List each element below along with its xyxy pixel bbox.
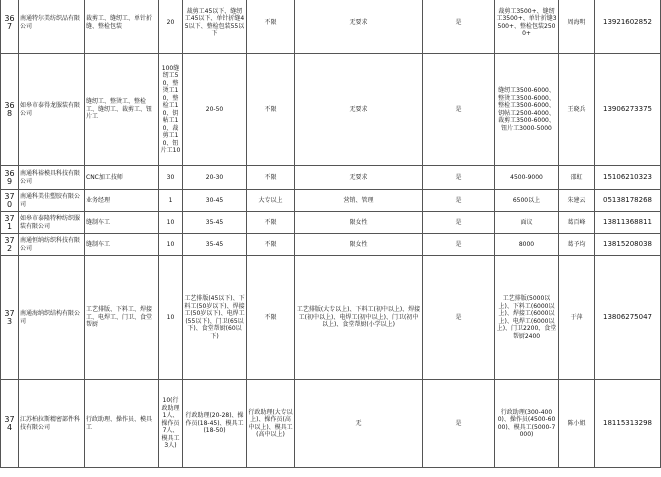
insurance-cell[interactable]: 是 [423, 256, 495, 380]
contact-cell[interactable]: 于萍 [559, 256, 595, 380]
job-title-cell[interactable]: 行政助理、操作员、模具工 [85, 380, 159, 468]
job-title-cell[interactable]: 工艺排版、下料工、焊接工、电焊工、门卫、食堂帮厨 [85, 256, 159, 380]
salary-cell[interactable]: 缝纫工3500-6000、整烫工3500-6000、整检工3500-6000、钥帖工2500-4000、裁剪工3500-6000、钮片工3000-5000 [495, 54, 559, 166]
education-cell[interactable]: 不限 [247, 0, 295, 54]
phone-cell[interactable]: 13906273375 [595, 54, 661, 166]
company-cell[interactable]: 南通特尔美纺织品有限公司 [19, 0, 85, 54]
job-title-cell[interactable]: 缝纫工、整烫工、整检工、缝纫工、裁剪工、钮片工 [85, 54, 159, 166]
table-row [1, 256, 661, 380]
insurance-cell[interactable]: 是 [423, 212, 495, 234]
table-row [1, 212, 661, 234]
table-row [1, 190, 661, 212]
headcount-cell[interactable]: 20 [159, 0, 183, 54]
salary-cell[interactable]: 6500以上 [495, 190, 559, 212]
row-number[interactable]: 374 [1, 380, 19, 468]
job-title-cell[interactable]: 业务经理 [85, 190, 159, 212]
contact-cell[interactable]: 葛予均 [559, 234, 595, 256]
phone-cell[interactable]: 05138178268 [595, 190, 661, 212]
row-number[interactable]: 370 [1, 190, 19, 212]
table-row [1, 380, 661, 468]
contact-cell[interactable]: 陈小姐 [559, 380, 595, 468]
contact-cell[interactable]: 朱建云 [559, 190, 595, 212]
requirement-cell[interactable]: 限女性 [295, 212, 423, 234]
phone-cell[interactable]: 13921602852 [595, 0, 661, 54]
salary-cell[interactable]: 面议 [495, 212, 559, 234]
age-cell[interactable]: 行政助理(20-28)、操作员(18-45)、模具工(18-50) [183, 380, 247, 468]
company-cell[interactable]: 南通海纳织结构有限公司 [19, 256, 85, 380]
headcount-cell[interactable]: 10 [159, 234, 183, 256]
job-title-cell[interactable]: 缝制车工 [85, 234, 159, 256]
phone-cell[interactable]: 13806275047 [595, 256, 661, 380]
headcount-cell[interactable]: 10 [159, 212, 183, 234]
requirement-cell[interactable]: 无 [295, 380, 423, 468]
company-cell[interactable]: 南通科裕模具科技有限公司 [19, 166, 85, 190]
headcount-cell[interactable]: 10 [159, 256, 183, 380]
requirement-cell[interactable]: 无要求 [295, 54, 423, 166]
age-cell[interactable]: 20-50 [183, 54, 247, 166]
table-row [1, 234, 661, 256]
salary-cell[interactable]: 工艺排版(5000以上)、下料工(6000以上)、焊接工(6000以上)、电焊工(6000以上)、门卫2200、食堂帮厨2400 [495, 256, 559, 380]
requirement-cell[interactable]: 工艺排版(大专以上)、下料工(初中以上)、焊接工(初中以上)、电焊工(初中以上)、门卫(初中以上)、食堂帮厨(小学以上) [295, 256, 423, 380]
education-cell[interactable]: 不限 [247, 256, 295, 380]
contact-cell[interactable]: 王晓兵 [559, 54, 595, 166]
education-cell[interactable]: 行政助理(大专以上)、操作员(高中以上)、模具工(高中以上) [247, 380, 295, 468]
insurance-cell[interactable]: 是 [423, 0, 495, 54]
contact-cell[interactable]: 邵虹 [559, 166, 595, 190]
table-row [1, 54, 661, 166]
education-cell[interactable]: 大专以上 [247, 190, 295, 212]
age-cell[interactable]: 30-45 [183, 190, 247, 212]
job-title-cell[interactable]: 裁剪工、缝纫工、单针折缝、整检包装 [85, 0, 159, 54]
headcount-cell[interactable]: 100缝纫工50、整烫工10、整检工10、钥帖工10、裁剪工10、钮片工10 [159, 54, 183, 166]
salary-cell[interactable]: 裁剪工3500+、缝纫工3500+、单针折缝3500+、整检包装2500+ [495, 0, 559, 54]
age-cell[interactable]: 20-30 [183, 166, 247, 190]
headcount-cell[interactable]: 30 [159, 166, 183, 190]
contact-cell[interactable]: 周海明 [559, 0, 595, 54]
requirement-cell[interactable]: 限女性 [295, 234, 423, 256]
company-cell[interactable]: 如皋市泰得龙服装有限公司 [19, 54, 85, 166]
company-cell[interactable]: 南通科美佳塑胶有限公司 [19, 190, 85, 212]
row-number[interactable]: 368 [1, 54, 19, 166]
age-cell[interactable]: 35-45 [183, 212, 247, 234]
age-cell[interactable]: 工艺排版(45以下)、下料工(50岁以下)、焊接工(50岁以下)、电焊工(55以下)、门卫(65以下)、食堂帮厨(60以下) [183, 256, 247, 380]
insurance-cell[interactable]: 是 [423, 190, 495, 212]
row-number[interactable]: 373 [1, 256, 19, 380]
salary-cell[interactable]: 8000 [495, 234, 559, 256]
insurance-cell[interactable]: 是 [423, 234, 495, 256]
table-row [1, 0, 661, 54]
company-cell[interactable]: 江苏柏拉斯精密部件科技有限公司 [19, 380, 85, 468]
requirement-cell[interactable]: 无要求 [295, 166, 423, 190]
job-title-cell[interactable]: 缝制车工 [85, 212, 159, 234]
salary-cell[interactable]: 4500-9000 [495, 166, 559, 190]
salary-cell[interactable]: 行政助理(300-4000)、操作员(4500-6000)、模具工(5000-7000) [495, 380, 559, 468]
phone-cell[interactable]: 18115313298 [595, 380, 661, 468]
headcount-cell[interactable]: 10(行政助理1人、操作员7人、模具工3人) [159, 380, 183, 468]
table-row [1, 166, 661, 190]
row-number[interactable]: 372 [1, 234, 19, 256]
contact-cell[interactable]: 葛百峰 [559, 212, 595, 234]
requirement-cell[interactable]: 无要求 [295, 0, 423, 54]
insurance-cell[interactable]: 是 [423, 166, 495, 190]
row-number[interactable]: 369 [1, 166, 19, 190]
education-cell[interactable]: 不限 [247, 166, 295, 190]
row-number[interactable]: 371 [1, 212, 19, 234]
company-cell[interactable]: 南通恒纳纺织科技有限公司 [19, 234, 85, 256]
age-cell[interactable]: 35-45 [183, 234, 247, 256]
insurance-cell[interactable]: 是 [423, 54, 495, 166]
education-cell[interactable]: 不限 [247, 212, 295, 234]
headcount-cell[interactable]: 1 [159, 190, 183, 212]
job-title-cell[interactable]: CNC加工技师 [85, 166, 159, 190]
age-cell[interactable]: 裁剪工45以下、缝纫工45以下、单针折缝45以下、整检包装55以下 [183, 0, 247, 54]
phone-cell[interactable]: 13811368811 [595, 212, 661, 234]
row-number[interactable]: 367 [1, 0, 19, 54]
education-cell[interactable]: 不限 [247, 234, 295, 256]
requirement-cell[interactable]: 营销、管理 [295, 190, 423, 212]
education-cell[interactable]: 不限 [247, 54, 295, 166]
phone-cell[interactable]: 13815208038 [595, 234, 661, 256]
phone-cell[interactable]: 15106210323 [595, 166, 661, 190]
insurance-cell[interactable]: 是 [423, 380, 495, 468]
company-cell[interactable]: 如皋市泰隆特种纺织服装有限公司 [19, 212, 85, 234]
